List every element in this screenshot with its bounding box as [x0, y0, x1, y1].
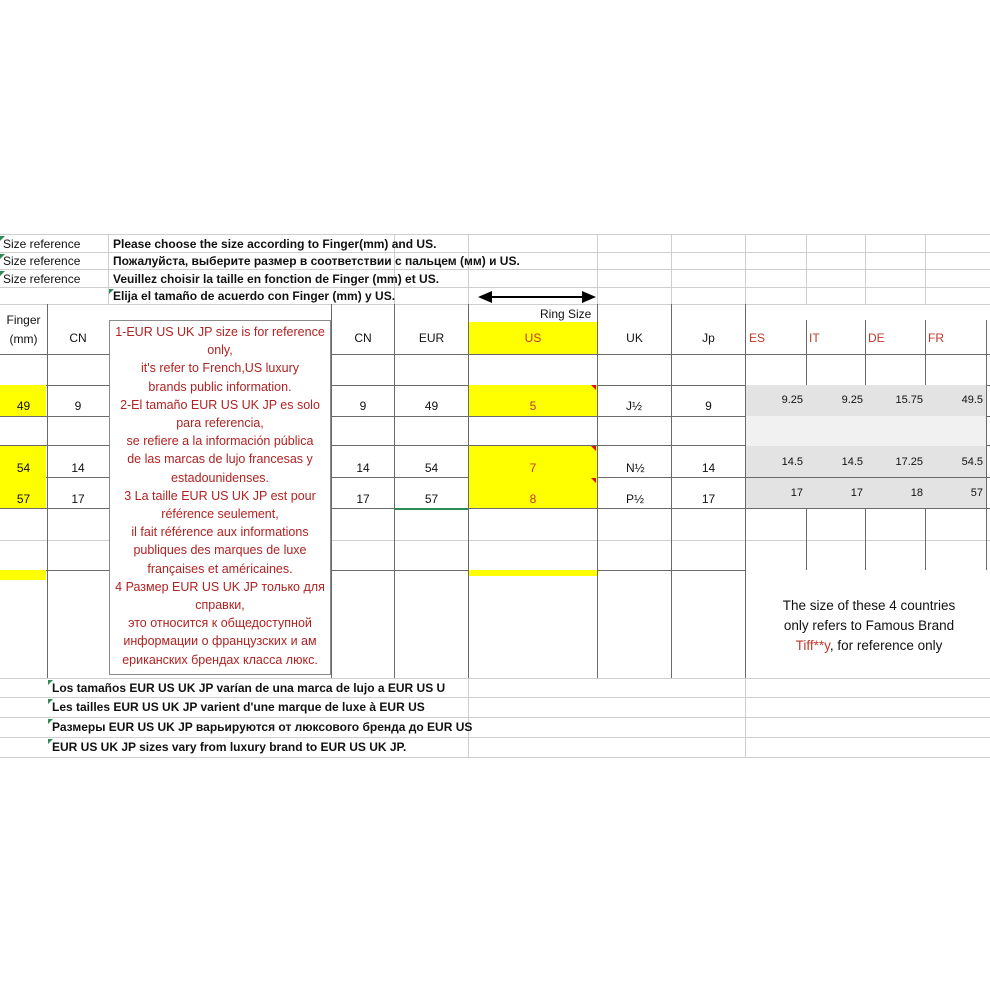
size-reference-label: Size reference [3, 254, 81, 268]
cell-eur: 57 [424, 492, 439, 506]
row-line [0, 234, 990, 235]
row-line [0, 757, 990, 758]
ring-size-title: Ring Size [540, 307, 592, 321]
header-text-es: Elija el tamaño de acuerdo con Finger (mm) y US. [113, 289, 396, 303]
selected-cell-border [394, 508, 468, 510]
header-text-en: Please choose the size according to Finger(mm) and US. [113, 237, 437, 251]
cell-uk: J½ [626, 399, 643, 413]
cell-de: 17.25 [895, 456, 923, 468]
cell-finger: 54 [16, 461, 31, 475]
gray-cell [746, 416, 986, 446]
comment-mark [591, 446, 596, 451]
cell-cn2: 17 [356, 492, 370, 506]
col-header-finger: Finger [6, 313, 41, 327]
col-line [468, 234, 469, 304]
header-text-ru: Пожалуйста, выберите размер в соответствии с пальцем (мм) и US. [113, 254, 520, 268]
cell-es: 17 [790, 487, 803, 499]
brand-note-rest: , for reference only [829, 638, 943, 653]
footer-text-es: Los tamaños EUR US UK JP varían de una marca de lujo a EUR US U [52, 681, 446, 695]
footer-text-ru: Размеры EUR US UK JP варьируются от люксового бренда до EUR US [52, 720, 473, 734]
note-line: 4 Размер EUR US UK JP только для [115, 579, 325, 594]
note-line: it's refer to French,US luxury [141, 361, 299, 376]
brand-name: Tiff**y [795, 638, 830, 653]
note-line: это относится к общедоступной [128, 616, 312, 631]
footer-text-fr: Les tailles EUR US UK JP varient d'une marque de luxe à EUR US [52, 700, 425, 714]
note-line: 1-EUR US UK JP size is for reference [115, 325, 325, 339]
cell-es: 9.25 [781, 394, 803, 406]
cell-fr: 54.5 [961, 456, 983, 468]
row-line [0, 269, 990, 270]
cell-uk: N½ [626, 461, 645, 475]
note-line: référence seulement, [161, 507, 279, 522]
note-line: se refiere a la información pública [126, 434, 314, 449]
brand-note-line: The size of these 4 countries [782, 598, 956, 613]
col-header-es: ES [749, 331, 766, 345]
row-line [0, 304, 990, 305]
col-header-cn: CN [69, 331, 87, 345]
note-line: 3 La taille EUR US UK JP est pour [124, 488, 316, 503]
note-line: publiques des marques de luxe [133, 543, 307, 558]
comment-mark [591, 385, 596, 390]
col-header-it: IT [809, 331, 820, 345]
cell-cn2: 9 [359, 399, 367, 413]
note-line: françaises et américaines. [147, 561, 293, 576]
col-line [986, 320, 987, 570]
col-line [745, 234, 746, 304]
note-line: справки, [195, 598, 245, 613]
cell-eur: 54 [424, 461, 439, 475]
footer-text-en: EUR US UK JP sizes vary from luxury brand to EUR US UK JP. [52, 740, 407, 754]
brand-note-line: only refers to Famous Brand [783, 618, 955, 633]
col-header-eur: EUR [418, 331, 445, 345]
cell-eur: 49 [424, 399, 439, 413]
cell-us: 7 [529, 461, 537, 475]
cell-it: 14.5 [841, 456, 863, 468]
row-line [0, 697, 990, 698]
col-header-cn2: CN [354, 331, 372, 345]
row-line [746, 477, 986, 478]
note-line: il fait référence aux informations [131, 525, 309, 540]
cell-cn: 14 [71, 461, 85, 475]
cell-cn2: 14 [356, 461, 370, 475]
cell-jp: 9 [705, 399, 712, 413]
note-line: estadounidenses. [171, 470, 269, 485]
col-header-finger-unit: (mm) [9, 332, 38, 346]
col-header-us: US [524, 331, 542, 345]
cell-it: 9.25 [841, 394, 863, 406]
cell-finger: 57 [16, 492, 31, 506]
cell-cn: 17 [71, 492, 85, 506]
double-arrow-icon [478, 290, 596, 304]
col-line [806, 234, 807, 304]
cell-uk: P½ [626, 492, 645, 506]
highlight-cell [0, 570, 46, 580]
size-disclaimer-note [109, 320, 331, 675]
header-text-fr: Veuillez choisir la taille en fonction de Finger (mm) et US. [113, 272, 440, 286]
col-header-fr: FR [928, 331, 944, 345]
note-line: информации о французских и ам [123, 634, 317, 649]
note-line: only, [207, 343, 233, 358]
cell-finger: 49 [16, 399, 31, 413]
note-line: de las marcas de lujo francesas y [127, 452, 313, 467]
col-line [468, 678, 469, 757]
size-reference-label: Size reference [3, 237, 81, 251]
cell-jp: 14 [701, 461, 716, 475]
note-line: brands public information. [148, 379, 292, 394]
col-line [745, 678, 746, 757]
cell-de: 18 [910, 487, 923, 499]
note-line: ериканских брендах класса люкс. [122, 652, 318, 667]
cell-us: 8 [529, 492, 537, 506]
col-line [597, 234, 598, 304]
row-line [0, 737, 990, 738]
cell-es: 14.5 [781, 456, 803, 468]
note-line: para referencia, [176, 416, 264, 431]
cell-fr: 49.5 [961, 394, 983, 406]
brand-size-note [752, 596, 986, 656]
brand-note-line [752, 636, 986, 656]
col-line [671, 234, 672, 304]
col-line [925, 234, 926, 304]
cell-de: 15.75 [895, 394, 923, 406]
cell-it: 17 [850, 487, 863, 499]
col-header-de: DE [868, 331, 885, 345]
cell-us: 5 [529, 399, 537, 413]
cell-cn: 9 [74, 399, 82, 413]
cell-fr: 57 [970, 487, 983, 499]
col-header-jp: Jp [702, 331, 715, 345]
col-line [597, 304, 598, 678]
row-line [0, 717, 990, 718]
highlight-cell [469, 570, 597, 576]
col-header-uk: UK [626, 331, 643, 345]
comment-mark [591, 478, 596, 483]
note-line: 2-El tamaño EUR US UK JP es solo [120, 397, 320, 412]
col-line [865, 234, 866, 304]
row-line [0, 678, 990, 679]
size-reference-label: Size reference [3, 272, 81, 286]
cell-jp: 17 [701, 492, 716, 506]
